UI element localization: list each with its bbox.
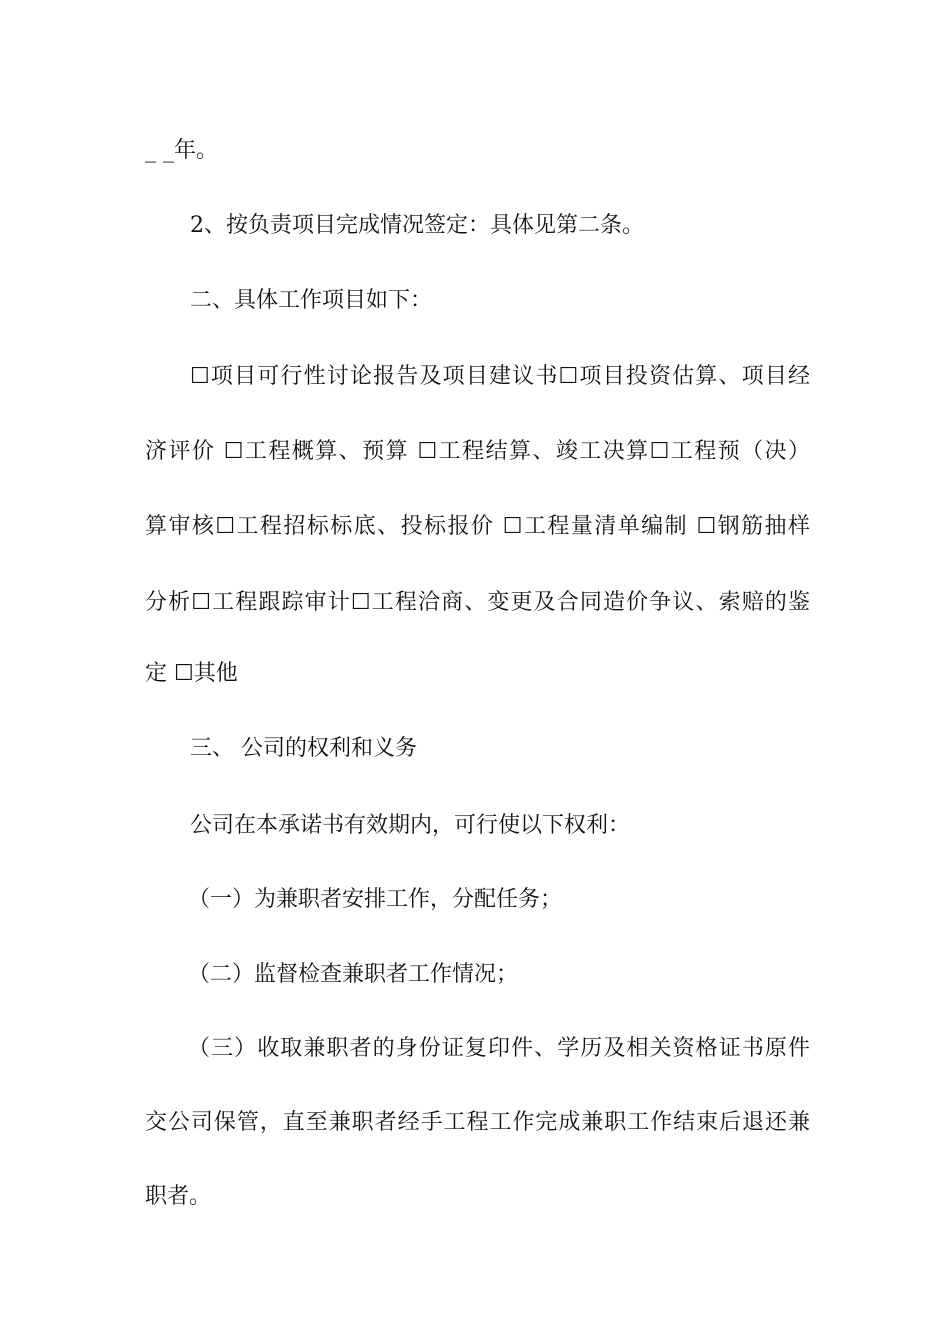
rights-item-3-line-3: 职者。 bbox=[145, 1184, 212, 1209]
section-heading-3: 三、 公司的权利和义务 bbox=[190, 736, 417, 761]
rights-item-2: （二）监督检查兼职者工作情况； bbox=[188, 962, 519, 987]
text-line-item-2: 2、按负责项目完成情况签定：具体见第二条。 bbox=[190, 213, 644, 238]
checkbox-list-line-5: 定 ☐其他 bbox=[145, 661, 238, 686]
checkbox-list-line-3: 算审核☐工程招标标底、投标报价 ☐工程量清单编制 ☐钢筋抽样 bbox=[145, 514, 810, 539]
text-line-year: _ _年。 bbox=[145, 138, 218, 163]
checkbox-list-line-2: 济评价 ☐工程概算、预算 ☐工程结算、竣工决算☐工程预（决） bbox=[145, 439, 810, 464]
section-heading-2: 二、具体工作项目如下： bbox=[190, 288, 433, 313]
checkbox-list-line-4: 分析☐工程跟踪审计☐工程洽商、变更及合同造价争议、索赔的鉴 bbox=[145, 590, 810, 615]
rights-item-3-line-2: 交公司保管，直至兼职者经手工程工作完成兼职工作结束后退还兼 bbox=[145, 1110, 810, 1135]
rights-item-1: （一）为兼职者安排工作，分配任务； bbox=[188, 887, 563, 912]
checkbox-list-line-1: ☐项目可行性讨论报告及项目建议书☐项目投资估算、项目经 bbox=[190, 364, 810, 389]
rights-item-3-line-1: （三）收取兼职者的身份证复印件、学历及相关资格证书原件 bbox=[188, 1036, 810, 1061]
paragraph-rights-intro: 公司在本承诺书有效期内，可行使以下权利： bbox=[190, 813, 631, 838]
